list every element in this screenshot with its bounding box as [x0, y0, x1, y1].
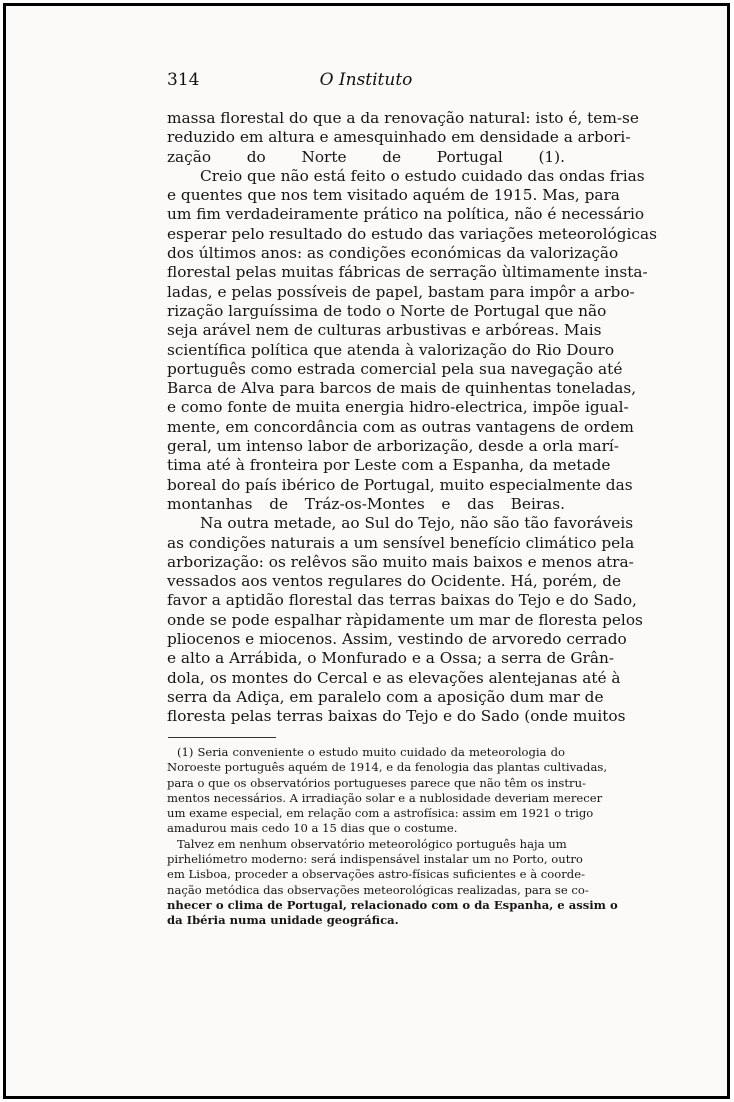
- footnote-line: nhecer o clima de Portugal, relacionado com o da Espanha, e assim o: [167, 897, 618, 912]
- text-line: Creio que não está feito o estudo cuidado das ondas frias: [200, 166, 645, 185]
- footnotes: [167, 745, 618, 929]
- footnote-line: amadurou mais cedo 10 a 15 dias que o costume.: [167, 821, 458, 836]
- text-line: floresta pelas terras baixas do Tejo e do Sado (onde muitos: [167, 707, 626, 726]
- paragraph-1: [167, 109, 639, 167]
- text-line: e como fonte de muita energia hidro-electrica, impõe igual-: [167, 398, 629, 417]
- text-line: pliocenos e miocenos. Assim, vestindo de arvoredo cerrado: [167, 630, 627, 649]
- footnote-line: Noroeste português aquém de 1914, e da fenologia das plantas cultivadas,: [167, 760, 608, 775]
- text-line: zação do Norte de Portugal (1).: [167, 147, 565, 166]
- running-title: O Instituto: [319, 70, 413, 90]
- text-line: português como estrada comercial pela sua navegação até: [167, 359, 623, 378]
- text-line: e alto a Arrábida, o Monfurado e a Ossa; a serra de Grân-: [167, 649, 614, 668]
- text-line: dos últimos anos: as condições económicas da valorização: [167, 244, 619, 263]
- paragraph-3: [167, 514, 643, 726]
- paragraph-2: [167, 166, 657, 514]
- text-line: vessados aos ventos regulares do Ocidente. Há, porém, de: [167, 572, 622, 591]
- page-header: [167, 70, 565, 96]
- text-line: tima até à fronteira por Leste com a Espanha, da metade: [167, 456, 611, 475]
- text-line: reduzido em altura e amesquinhado em densidade a arbori-: [167, 128, 631, 147]
- text-line: montanhas de Tráz-os-Montes e das Beiras.: [167, 494, 565, 513]
- footnote-line: Talvez em nenhum observatório meteorológico português haja um: [177, 836, 567, 851]
- text-line: um fim verdadeiramente prático na política, não é necessário: [167, 205, 645, 224]
- text-line: florestal pelas muitas fábricas de serração ùltimamente insta-: [167, 263, 648, 282]
- text-line: scientífica política que atenda à valorização do Rio Douro: [167, 340, 615, 359]
- text-line: favor a aptidão florestal das terras baixas do Tejo e do Sado,: [167, 591, 637, 610]
- footnote-line: (1) Seria conveniente o estudo muito cuidado da meteorologia do: [177, 745, 565, 759]
- text-line: onde se pode espalhar ràpidamente um mar de floresta pelos: [167, 610, 643, 629]
- footnote-line: um exame especial, em relação com a astrofísica: assim em 1921 o trigo: [167, 806, 594, 821]
- text-line: rização larguíssima de todo o Norte de Portugal que não: [167, 301, 607, 320]
- footnote-line: em Lisboa, proceder a observações astro-físicas suficientes e à coorde-: [167, 867, 586, 882]
- footnote-divider: [168, 737, 276, 738]
- footnote-line: nação metódica das observações meteorológicas realizadas, para se co-: [167, 882, 589, 897]
- text-line: Barca de Alva para barcos de mais de quinhentas toneladas,: [167, 379, 637, 398]
- text-line: geral, um intenso labor de arborização, desde a orla marí-: [167, 437, 619, 456]
- text-line: seja arável nem de culturas arbustivas e arbóreas. Mais: [167, 321, 602, 340]
- footnote-line: para o que os observatórios portugueses parece que não têm os instru-: [167, 775, 586, 790]
- text-line: e quentes que nos tem visitado aquém de 1915. Mas, para: [167, 186, 620, 205]
- footnote-line: mentos necessários. A irradiação solar e a nublosidade deveriam merecer: [167, 790, 603, 805]
- text-line: ladas, e pelas possíveis de papel, bastam para impôr a arbo-: [167, 282, 635, 301]
- text-line: esperar pelo resultado do estudo das variações meteorológicas: [167, 224, 657, 243]
- text-line: serra da Adiça, em paralelo com a aposição dum mar de: [167, 687, 604, 706]
- footnote-1-continuation: [167, 836, 618, 929]
- text-line: as condições naturais a um sensível benefício climático pela: [167, 533, 635, 552]
- text-line: massa florestal do que a da renovação natural: isto é, tem-se: [167, 109, 639, 127]
- footnote-line: da Ibéria numa unidade geográfica.: [167, 913, 399, 928]
- text-line: dola, os montes do Cercal e as elevações alentejanas até à: [167, 668, 621, 687]
- page-number: 314: [167, 70, 200, 90]
- text-line: Na outra metade, ao Sul do Tejo, não são tão favoráveis: [200, 514, 634, 533]
- text-line: arborização: os relêvos são muito mais baixos e menos atra-: [167, 552, 634, 571]
- footnote-line: pirheliómetro moderno: será indispensável instalar um no Porto, outro: [167, 852, 583, 867]
- footnote-1: [167, 745, 608, 837]
- text-line: mente, em concordância com as outras vantagens de ordem: [167, 417, 634, 436]
- text-line: boreal do país ibérico de Portugal, muito especialmente das: [167, 475, 633, 494]
- body-text: [167, 109, 657, 727]
